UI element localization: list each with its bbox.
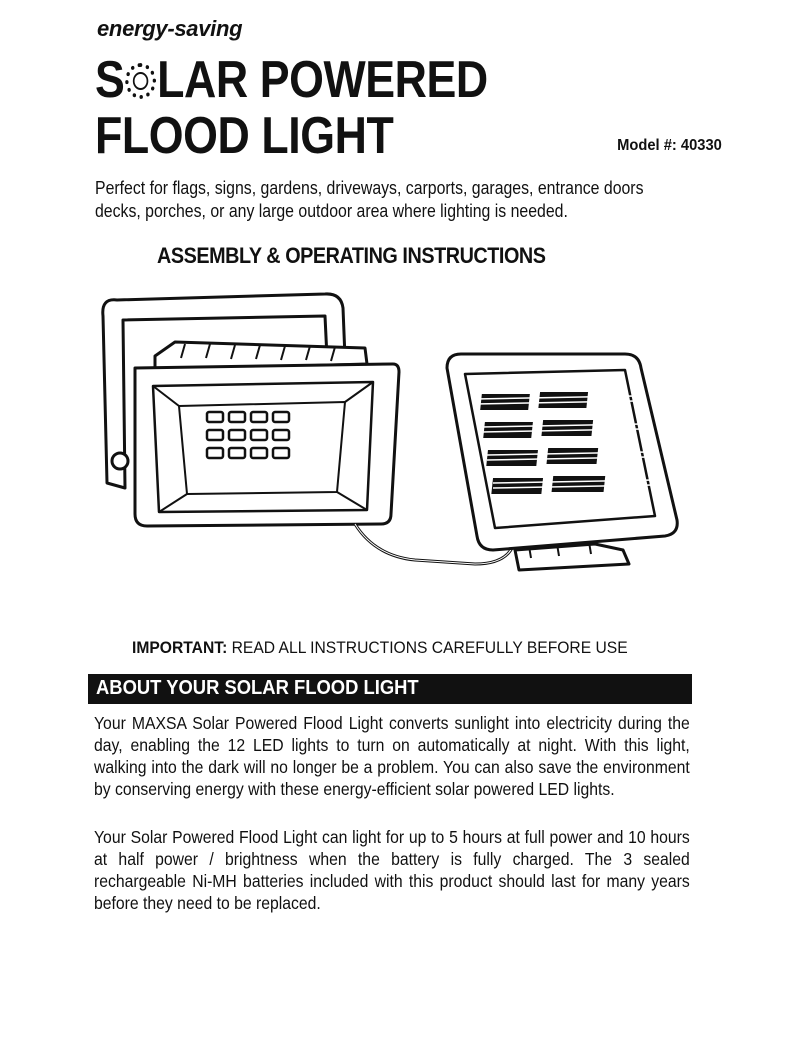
body-paragraph-1: Your MAXSA Solar Powered Flood Light converts sunlight into electricity during the day, enabling the 12 LED lights to turn on automatically at night. With this light, walking into the dark will no longer be a problem. You can also save the environment by conserving energy with these energy-efficient solar powered LED lights. bbox=[94, 713, 690, 799]
intro-text: Perfect for flags, signs, gardens, driveways, carports, garages, entrance doors decks, porches, or any large outdoor area where lighting is needed. bbox=[95, 178, 644, 221]
title-line-2: FLOOD LIGHT bbox=[95, 107, 394, 165]
important-notice bbox=[132, 638, 628, 658]
bracket-knob bbox=[112, 453, 128, 469]
section-title: ABOUT YOUR SOLAR FLOOD LIGHT bbox=[96, 677, 419, 699]
model-number: Model #: 40330 bbox=[617, 137, 722, 154]
title-suffix: LAR POWERED bbox=[157, 51, 488, 109]
instructions-heading: ASSEMBLY & OPERATING INSTRUCTIONS bbox=[157, 243, 546, 268]
important-text: READ ALL INSTRUCTIONS CAREFULLY BEFORE USE bbox=[227, 638, 628, 657]
tagline: energy-saving bbox=[97, 16, 243, 41]
body-paragraph-2: Your Solar Powered Flood Light can light for up to 5 hours at full power and 10 hours at half power / brightness when the battery is fully charged. The 3 sealed rechargeable Ni-MH batteries included with this product should last for many years before they need to be replaced. bbox=[94, 827, 690, 913]
title-line-1 bbox=[95, 52, 488, 108]
important-label: IMPORTANT: bbox=[132, 638, 228, 657]
section-header-bar bbox=[88, 674, 692, 704]
product-illustration bbox=[95, 288, 695, 588]
title-prefix: S bbox=[95, 51, 125, 109]
sun-icon bbox=[125, 63, 156, 99]
